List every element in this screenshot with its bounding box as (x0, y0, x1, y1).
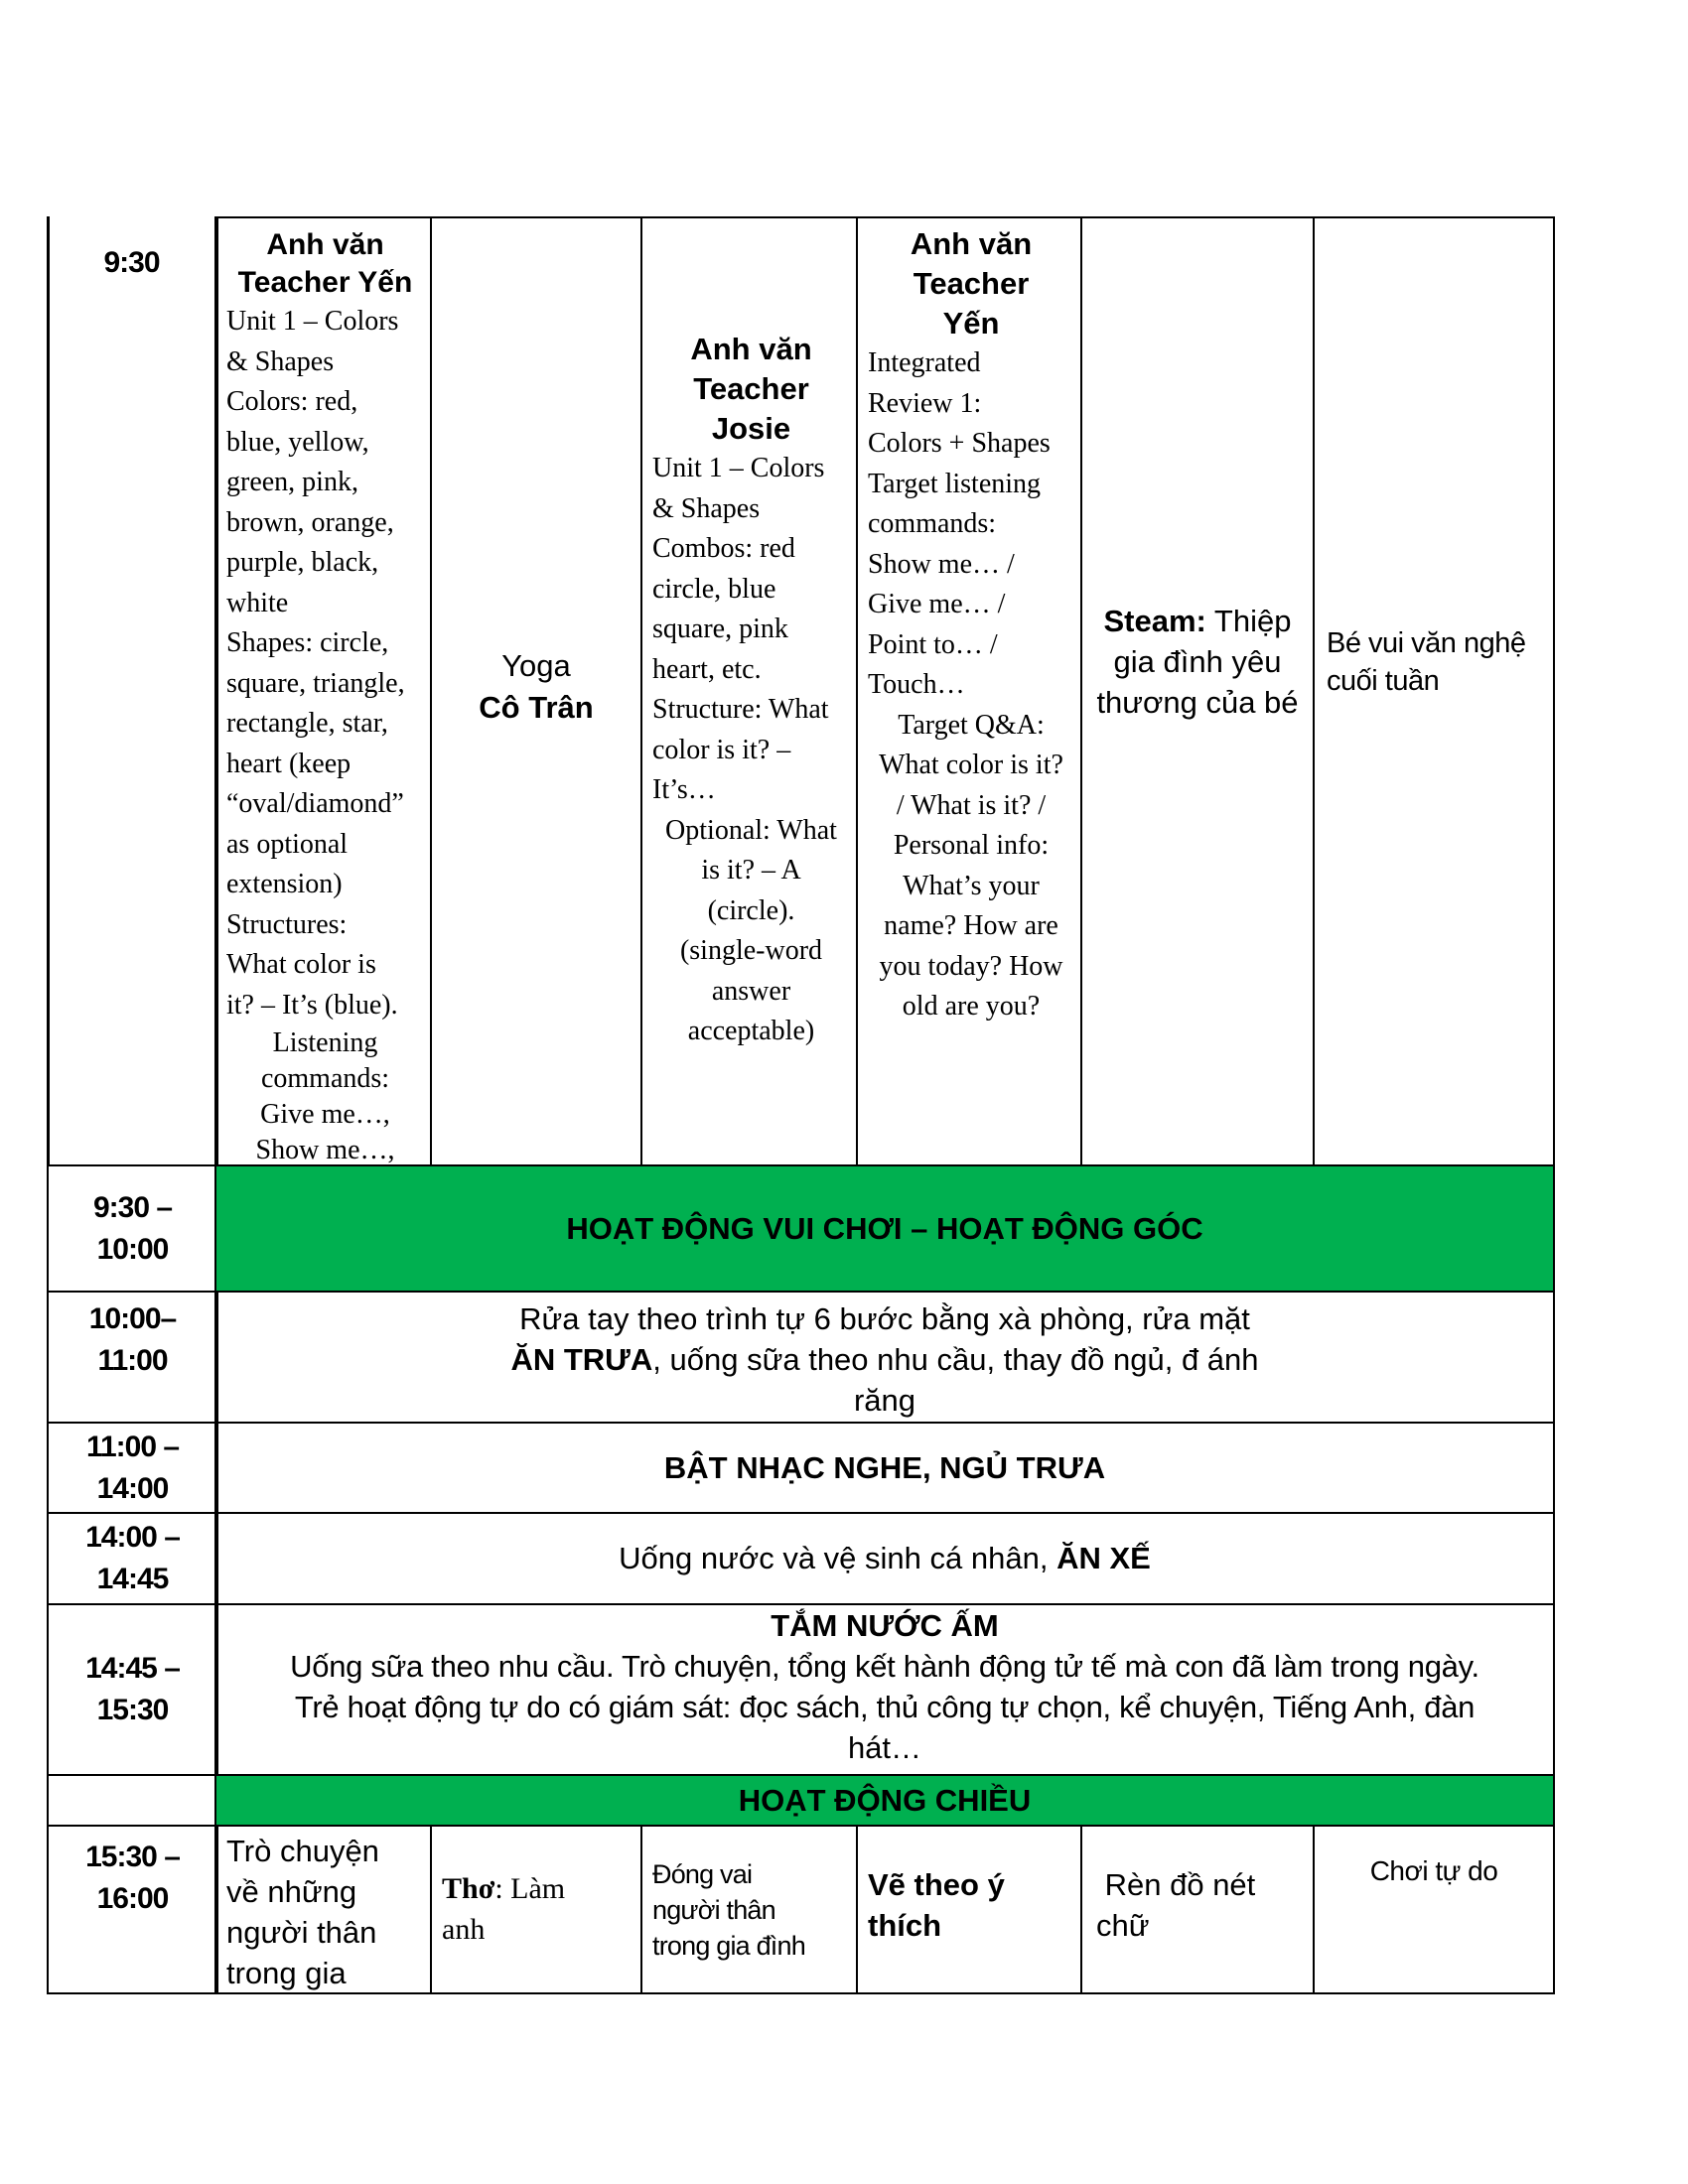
bath-cell: TẮM NƯỚC ẤM Uống sữa theo nhu cầu. Trò chuyện, tổng kết hành động tử tế mà con đã làm trong ngày. Trẻ hoạt động tự do có giám sát: đọc sách, thủ công tự chọn, kể chuyện, Tiếng Anh, đàn hát… (214, 1603, 1555, 1776)
time-label: 9:30 (103, 246, 160, 279)
band-title: HOẠT ĐỘNG VUI CHƠI – HOẠT ĐỘNG GÓC (566, 1210, 1203, 1246)
cell-heading: Anh văn Teacher Yến (910, 226, 1033, 341)
section-band-afternoon (214, 1774, 1555, 1827)
activity-cell-english-review (856, 216, 1082, 1166)
activity-cell-music (1313, 216, 1555, 1166)
activity-cell-english-josie (640, 216, 858, 1166)
time-cell: 10:00– 11:00 (47, 1291, 218, 1424)
afternoon-cell-roleplay: Đóng vai người thân trong gia đình (640, 1825, 858, 1994)
time-cell: 14:45 – 15:30 (47, 1603, 218, 1776)
bath-title: TẮM NƯỚC ẤM (771, 1608, 999, 1643)
poem-label: Thơ (442, 1872, 495, 1905)
time-cell: 15:30 – 16:00 (47, 1825, 218, 1994)
afternoon-cell-handwriting: Rèn đồ nét chữ (1080, 1825, 1315, 1994)
cell-body-centered: Listening commands: Give me…, Show me…, (255, 1027, 395, 1165)
cell-body: Unit 1 – Colors & Shapes Colors: red, blue, yellow, green, pink, brown, orange, purple, black, white Shapes: circle, square, triangle, rectangle, star, heart (keep “oval/diamond” as optional extension) Structures: What color is it? – It’s (blue). Listening commands: Give me…, Show me…, (226, 302, 424, 1166)
afternoon-cell-talk-family: Trò chuyện về những người thân trong gia (214, 1825, 432, 1994)
time-cell: 14:00 – 14:45 (47, 1512, 218, 1605)
steam-text: Steam: Thiệp gia đình yêu thương của bé (1096, 604, 1299, 720)
cell-heading: Anh văn Teacher Josie (690, 332, 812, 446)
band-title: HOẠT ĐỘNG CHIỀU (738, 1782, 1032, 1818)
music-text: Bé vui văn nghệ cuối tuần (1327, 626, 1526, 697)
activity-title: Yoga (501, 647, 571, 683)
activity-cell-yoga (430, 216, 642, 1166)
cell-heading: Anh văn Teacher Yến (237, 228, 413, 299)
afternoon-cell-poem: Thơ: Làm anh (430, 1825, 642, 1994)
activity-cell-steam (1080, 216, 1315, 1166)
cell-body-centered: Optional: What is it? – A (circle). (single-word answer acceptable) (665, 814, 837, 1046)
activity-cell-english-yen (214, 216, 432, 1166)
afternoon-cell-free-play: Chơi tự do (1313, 1825, 1555, 1994)
snack-cell: Uống nước và vệ sinh cá nhân, ĂN XẾ (214, 1512, 1555, 1605)
afternoon-cell-drawing: Vẽ theo ý thích (856, 1825, 1082, 1994)
time-cell-empty (47, 1774, 218, 1827)
snack-label: ĂN XẾ (1056, 1541, 1151, 1575)
lunch-cell: Rửa tay theo trình tự 6 bước bằng xà phòng, rửa mặt ĂN TRƯA, uống sữa theo nhu cầu, thay đồ ngủ, đ ánh răng (214, 1291, 1555, 1424)
nap-cell: BẬT NHẠC NGHE, NGỦ TRƯA (214, 1422, 1555, 1514)
time-cell-9-30 (47, 216, 218, 1166)
time-cell: 11:00 – 14:00 (47, 1422, 218, 1514)
lunch-label: ĂN TRƯA (510, 1342, 653, 1377)
time-cell: 9:30 – 10:00 (47, 1164, 218, 1293)
cell-body: Integrated Review 1: Colors + Shapes Target listening commands: Show me… / Give me… / Point to… / Touch… Target Q&A: What color is it? / What is it? / Personal info: What’s your name? How are you today? How old are you? (868, 343, 1074, 1027)
teacher-name: Cô Trân (479, 689, 594, 725)
cell-body-centered: Target Q&A: What color is it? / What is it? / Personal info: What’s your name? How are you today? How old are you? (879, 709, 1063, 1022)
cell-body: Unit 1 – Colors & Shapes Combos: red circle, blue square, pink heart, etc. Structure: What color is it? – It’s… Optional: What is it? – A (circle). (single-word answer acceptable) (652, 449, 850, 1052)
section-band-play-corner (214, 1164, 1555, 1293)
steam-label: Steam: (1103, 604, 1206, 638)
